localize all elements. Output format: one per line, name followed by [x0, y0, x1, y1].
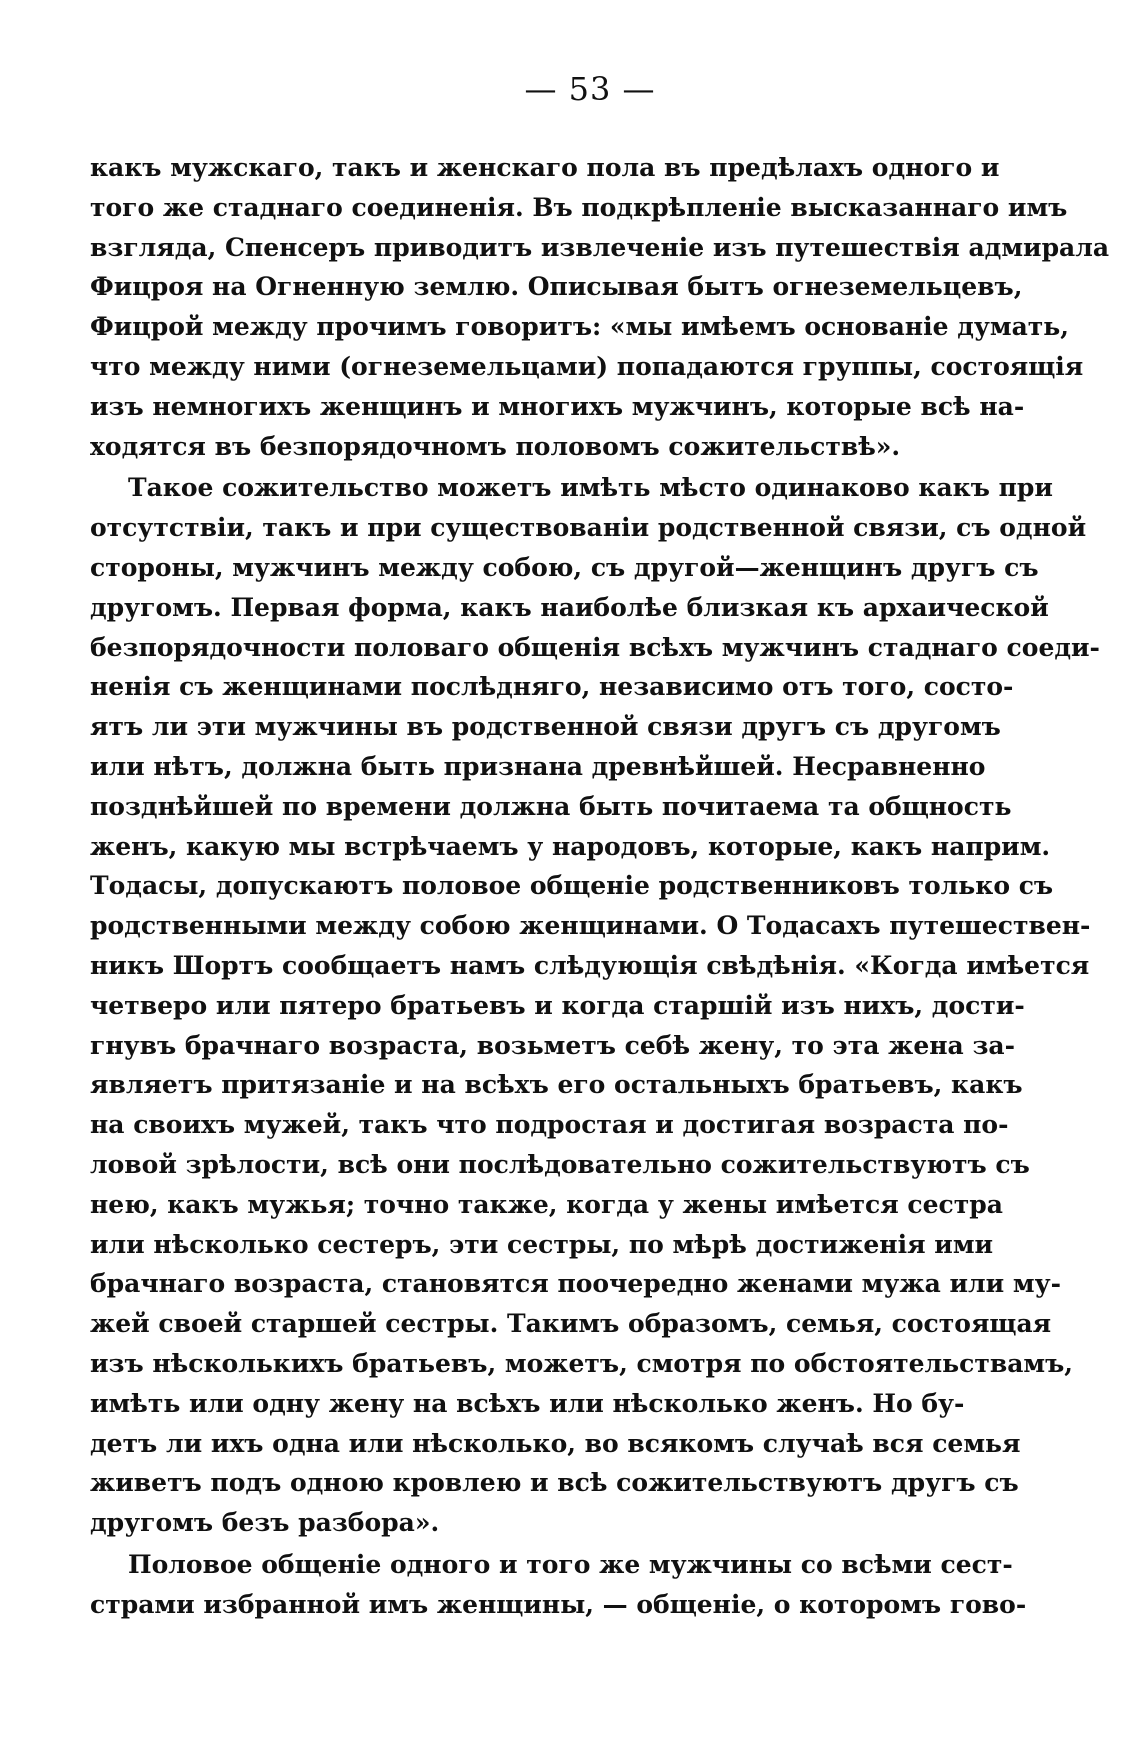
text-line: имѣть или одну жену на всѣхъ или нѣсколько женъ. Но бу-: [90, 1388, 965, 1418]
text-line: того же стаднаго соединенія. Въ подкрѣпленіе высказаннаго имъ: [90, 192, 1068, 222]
paragraph-first-line: Такое сожительство можетъ имѣть мѣсто одинаково какъ при: [128, 473, 1053, 503]
text-line: позднѣйшей по времени должна быть почитаема та общность: [90, 791, 1012, 821]
text-line: ловой зрѣлости, всѣ они послѣдовательно сожительствуютъ съ: [90, 1149, 1030, 1179]
text-line: Тодасы, допускаютъ половое общеніе родственниковъ только съ: [90, 871, 1054, 901]
text-line: другомъ безъ разбора».: [90, 1508, 440, 1538]
text-line: что между ними (огнеземельцами) попадаются группы, состоящія: [90, 351, 1084, 381]
text-line: брачнаго возраста, становятся поочередно женами мужа или му-: [90, 1269, 1062, 1299]
text-line: нею, какъ мужья; точно также, когда у жены имѣется сестра: [90, 1189, 1003, 1219]
text-line: Фицрой между прочимъ говоритъ: «мы имѣемъ основаніе думать,: [90, 312, 1069, 342]
text-line: жей своей старшей сестры. Такимъ образомъ, семья, состоящая: [90, 1309, 1052, 1339]
text-line: живетъ подъ одною кровлею и всѣ сожительствуютъ другъ съ: [90, 1468, 1019, 1498]
text-line: какъ мужскаго, такъ и женскаго пола въ предѣлахъ одного и: [90, 153, 1000, 182]
text-line: никъ Шортъ сообщаетъ намъ слѣдующія свѣдѣнія. «Когда имѣется: [90, 950, 1090, 980]
body-text: [90, 148, 1110, 1624]
text-line: являетъ притязаніе и на всѣхъ его остальныхъ братьевъ, какъ: [90, 1070, 1023, 1100]
text-line: изъ нѣсколькихъ братьевъ, можетъ, смотря по обстоятельствамъ,: [90, 1348, 1073, 1378]
paragraph-first-line: Половое общеніе одного и того же мужчины со всѣми сест-: [128, 1549, 1013, 1579]
text-line: ненія съ женщинами послѣдняго, независимо отъ того, состо-: [90, 672, 1014, 702]
text-line: или нѣсколько сестеръ, эти сестры, по мѣрѣ достиженія ими: [90, 1229, 994, 1259]
text-line: детъ ли ихъ одна или нѣсколько, во всякомъ случаѣ вся семья: [90, 1428, 1021, 1458]
text-line: другомъ. Первая форма, какъ наиболѣе близкая къ архаической: [90, 592, 1049, 622]
text-line: отсутствіи, такъ и при существованіи родственной связи, съ одной: [90, 513, 1087, 543]
text-line: ходятся въ безпорядочномъ половомъ сожительствѣ».: [90, 431, 901, 461]
text-line: безпорядочности половаго общенія всѣхъ мужчинъ стаднаго соеди-: [90, 632, 1100, 662]
page-number: — 53 —: [524, 70, 656, 108]
text-line: на своихъ мужей, такъ что подростая и достигая возраста по-: [90, 1110, 1009, 1140]
text-line: родственными между собою женщинами. О Тодасахъ путешествен-: [90, 911, 1091, 941]
text-line: страми избранной имъ женщины, — общеніе, о которомъ гово-: [90, 1589, 1027, 1619]
text-line: взгляда, Спенсеръ приводитъ извлеченіе изъ путешествія адмирала: [90, 232, 1110, 262]
text-line: женъ, какую мы встрѣчаемъ у народовъ, которые, какъ наприм.: [90, 831, 1051, 861]
text-line: гнувъ брачнаго возраста, возьметъ себѣ жену, то эта жена за-: [90, 1030, 1015, 1060]
text-line: или нѣтъ, должна быть признана древнѣйшей. Несравненно: [90, 751, 986, 781]
text-line: Фицроя на Огненную землю. Описывая бытъ огнеземельцевъ,: [90, 272, 1023, 302]
text-line: изъ немногихъ женщинъ и многихъ мужчинъ, которые всѣ на-: [90, 391, 1025, 421]
text-line: ятъ ли эти мужчины въ родственной связи другъ съ другомъ: [90, 712, 1001, 742]
text-line: четверо или пятеро братьевъ и когда старшій изъ нихъ, дости-: [90, 990, 1025, 1020]
text-line: стороны, мужчинъ между собою, съ другой—женщинъ другъ съ: [90, 552, 1039, 582]
